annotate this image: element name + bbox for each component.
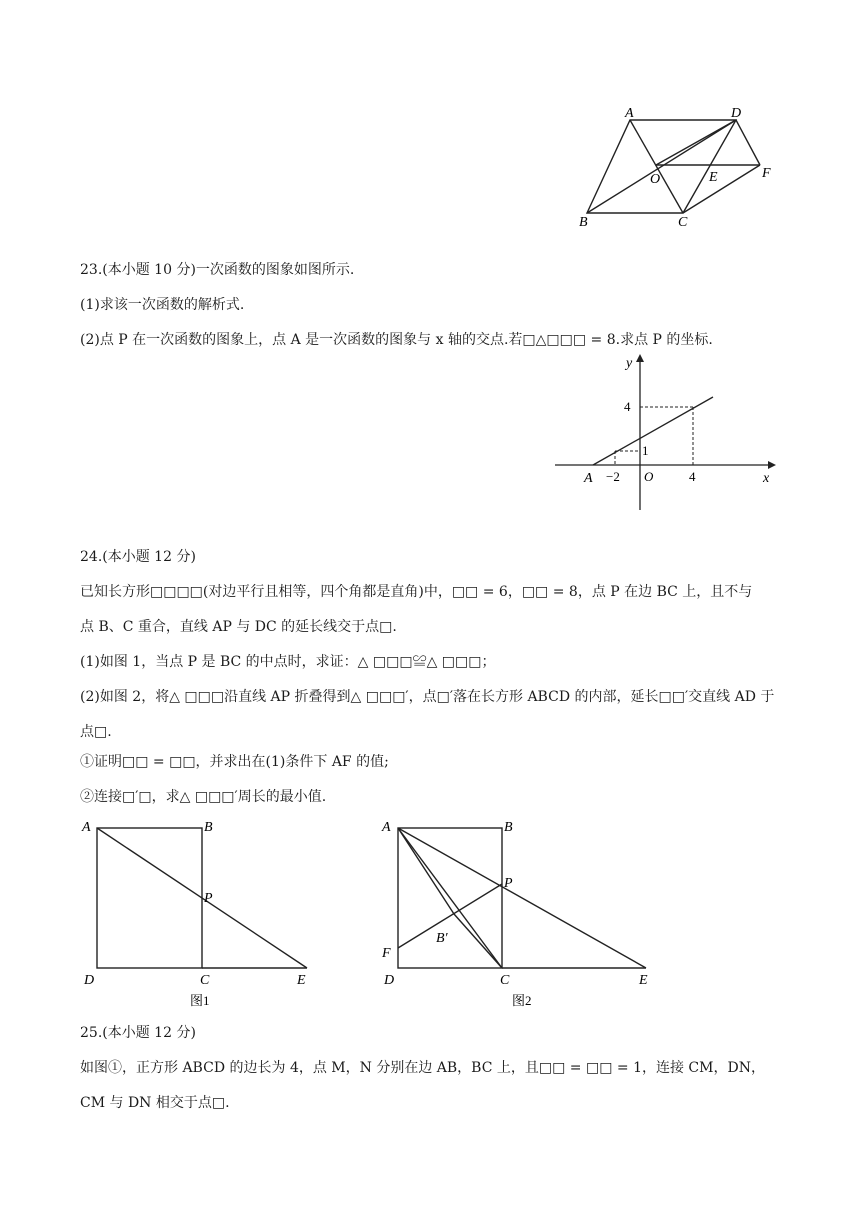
figure-1 [75, 812, 325, 1012]
linear-function-graph [550, 350, 780, 515]
fig2-label-F: F [382, 946, 391, 961]
fig1-label-C: C [200, 973, 210, 988]
parallelogram-figure [570, 100, 785, 235]
fig2-label-P: P [504, 876, 513, 891]
q23-part2: (2)点 P 在一次函数的图象上，点 A 是一次函数的图象与 x 轴的交点.若□△□□□ = 8.求点 P 的坐标. [80, 332, 713, 348]
fig1-label-E: E [297, 973, 306, 988]
point-A-label: A [584, 471, 593, 486]
q24-line7: ②连接□′□，求△ □□□′周长的最小值. [80, 789, 327, 805]
figure-2 [375, 812, 665, 1012]
tick-xm2: −2 [606, 469, 620, 484]
fig2-label-A: A [382, 820, 391, 835]
label-E: E [709, 170, 718, 185]
label-D: D [731, 106, 742, 121]
label-O: O [650, 172, 661, 187]
q24-line4: (2)如图 2，将△ □□□沿直线 AP 折叠得到△ □□□′，点□′落在长方形 ABCD 的内部，延长□□′交直线 AD 于 [80, 689, 775, 705]
tick-y4: 4 [624, 399, 631, 414]
fig2-label-E: E [639, 973, 648, 988]
q24-heading: 24.(本小题 12 分) [80, 549, 196, 565]
fig1-label-A: A [82, 820, 91, 835]
fig1-label-P: P [204, 891, 213, 906]
y-axis-label: y [626, 356, 633, 371]
fig1-label-D: D [84, 973, 95, 988]
fig1-caption: 图1 [190, 993, 210, 1008]
x-axis-label: x [763, 471, 770, 486]
fig2-label-B: B [504, 820, 513, 835]
label-B: B [579, 215, 588, 230]
q23-heading: 23.(本小题 10 分)一次函数的图象如图所示. [80, 262, 355, 278]
fig1-label-B: B [204, 820, 213, 835]
q23-part1: (1)求该一次函数的解析式. [80, 297, 245, 313]
q25-line2: CM 与 DN 相交于点□. [80, 1095, 230, 1111]
label-A: A [625, 106, 634, 121]
label-F: F [762, 166, 771, 181]
q24-line1: 已知长方形□□□□(对边平行且相等，四个角都是直角)中，□□ = 6，□□ = 8，点 P 在边 BC 上，且不与 [80, 584, 753, 600]
tick-y1: 1 [642, 443, 649, 458]
q24-line3: (1)如图 1，当点 P 是 BC 的中点时，求证：△ □□□≌△ □□□； [80, 654, 496, 670]
fig2-label-D: D [384, 973, 395, 988]
q25-line1: 如图①，正方形 ABCD 的边长为 4，点 M，N 分别在边 AB，BC 上，且□□ = □□ = 1，连接 CM，DN， [80, 1060, 765, 1076]
q24-line6: ①证明□□ = □□，并求出在(1)条件下 AF 的值; [80, 754, 389, 770]
label-C: C [678, 215, 688, 230]
q24-line2: 点 B、C 重合，直线 AP 与 DC 的延长线交于点□. [80, 619, 397, 635]
fig2-label-C: C [500, 973, 510, 988]
fig2-label-Bprime: B′ [436, 931, 448, 946]
fig2-caption: 图2 [512, 993, 532, 1008]
origin-label: O [644, 469, 654, 484]
tick-x4: 4 [689, 469, 696, 484]
q24-line5: 点□. [80, 724, 112, 740]
q25-heading: 25.(本小题 12 分) [80, 1025, 196, 1041]
